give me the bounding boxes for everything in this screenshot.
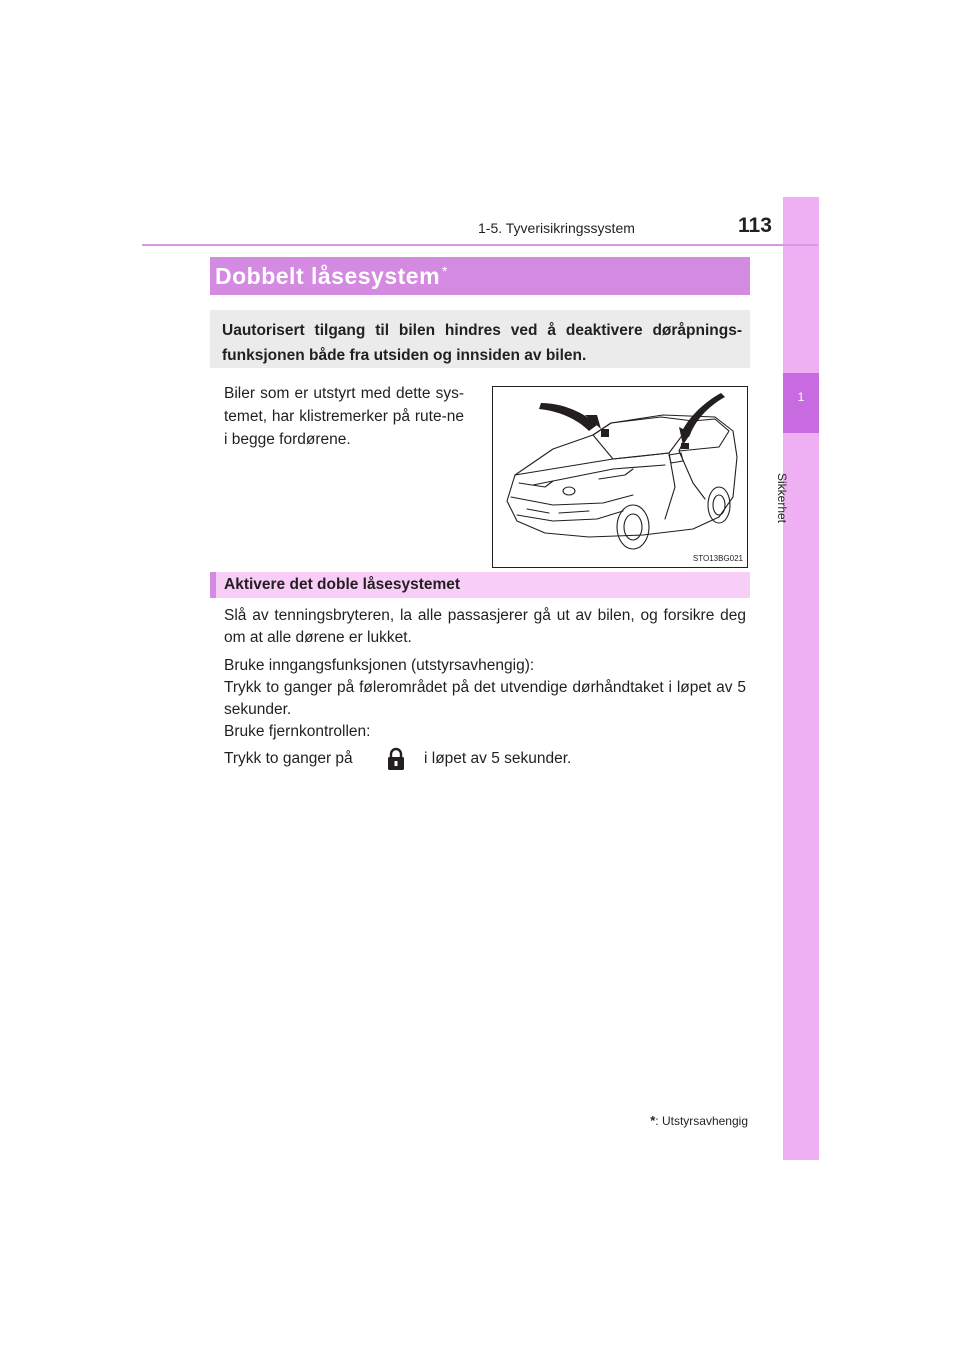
- subsection-banner: [210, 572, 750, 598]
- chapter-number: 1: [797, 390, 805, 404]
- step-line-remote: Bruke fjernkontrollen:: [224, 723, 371, 740]
- car-drawing: [493, 387, 747, 567]
- footnote-text: : Utstyrsavhengig: [655, 1114, 748, 1128]
- section-title: 1-5. Tyverisikringssystem: [478, 220, 635, 236]
- car-illustration: [492, 386, 748, 568]
- step-line-touch-sensor: Trykk to ganger på følerområdet på det utvendige dørhåndtaket i løpet av 5 sekunder.: [224, 679, 746, 718]
- footnote: [620, 1113, 748, 1128]
- step-press-after: i løpet av 5 sekunder.: [424, 750, 572, 767]
- chapter-side-tab: [783, 197, 819, 1160]
- intro-text: Uautorisert tilgang til bilen hindres ved å deaktivere døråpnings-funksjonen både fra utsiden og innsiden av bilen.: [222, 322, 742, 364]
- lock-icon: [383, 746, 409, 772]
- subsection-title: Aktivere det doble låsesystemet: [224, 576, 461, 593]
- car-sticker-paragraph: Biler som er utstyrt med dette sys-temet, har klistremerker på rute-ne i begge fordørene.: [224, 385, 464, 448]
- header-divider: [142, 244, 818, 246]
- page-title: Dobbelt låsesystem: [215, 262, 441, 289]
- footnote-asterisk: *: [650, 1113, 656, 1128]
- figure-code: STO13BG021: [692, 554, 743, 563]
- intro-box: [210, 310, 750, 368]
- step-paragraph-1: Slå av tenningsbryteren, la alle passasjerer gå ut av bilen, og forsikre deg om at alle dørene er lukket.: [224, 607, 746, 646]
- chapter-label: Sikkerhet: [775, 472, 789, 524]
- page-number: 113: [738, 214, 772, 237]
- title-asterisk: *: [442, 263, 448, 279]
- step-line-entry-function: Bruke inngangsfunksjonen (utstyrsavhengig):: [224, 657, 535, 674]
- page-title-banner: [210, 257, 750, 295]
- step-press-before: Trykk to ganger på: [224, 750, 353, 767]
